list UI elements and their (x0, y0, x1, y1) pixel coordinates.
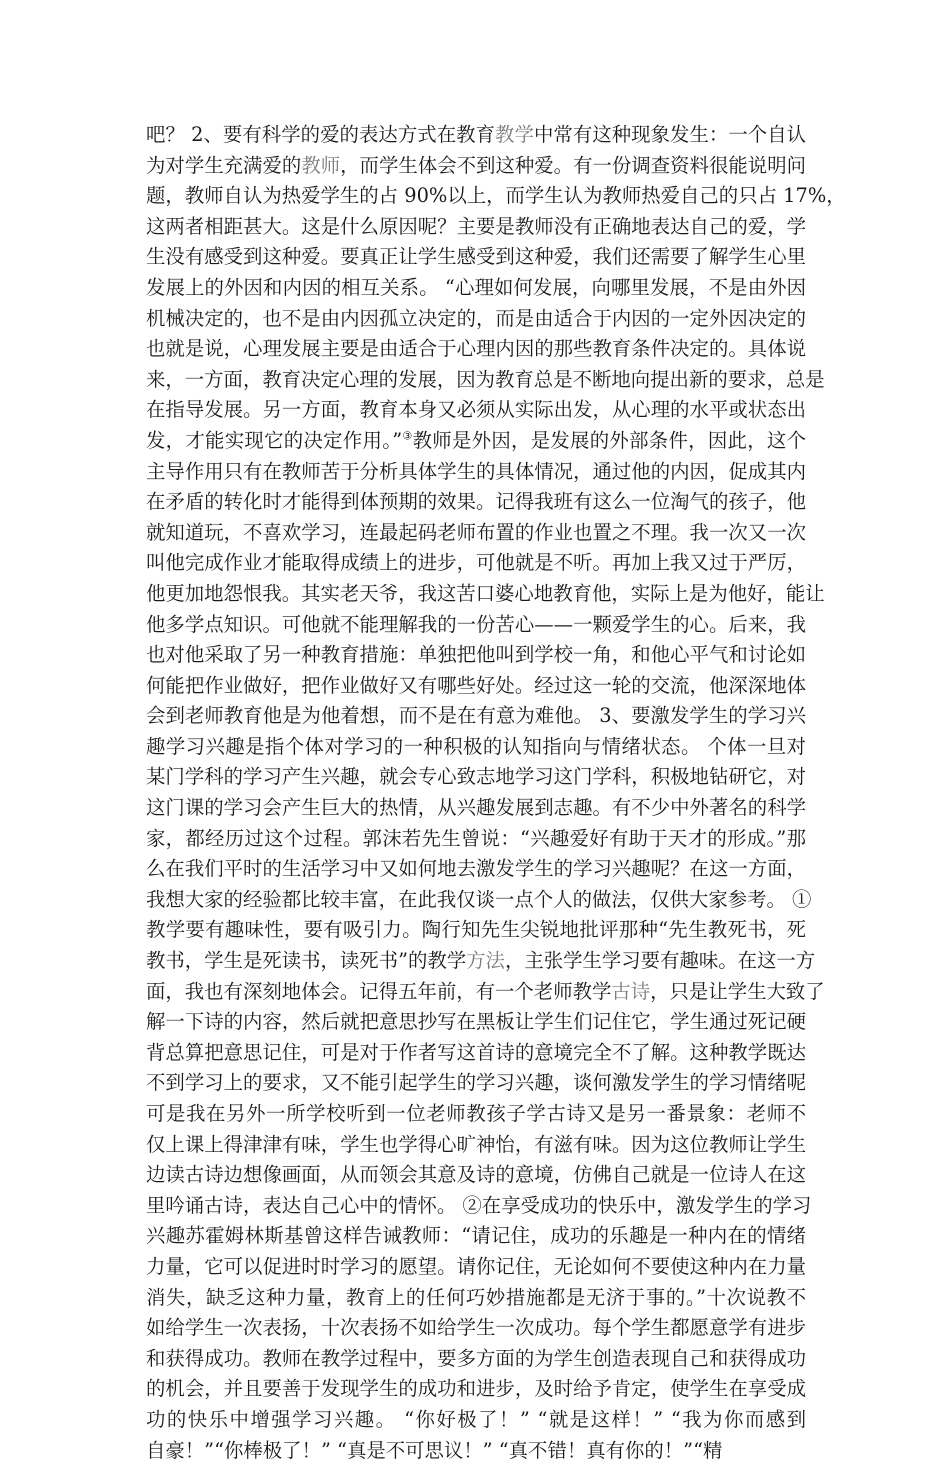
text-run: 教师是外因，是发展的外部条件，因此，这个 (412, 428, 806, 452)
text-line (146, 426, 806, 457)
text-line (146, 1130, 806, 1161)
text-line (146, 1099, 806, 1130)
text-run: 我想大家的经验都比较丰富，在此我仅谈一点个人的做法，仅供大家参考。 ① (146, 887, 812, 911)
text-run: 叫他完成作业才能取得成绩上的进步，可他就是不听。再加上我又过于严厉， (146, 551, 806, 575)
text-line (146, 915, 806, 946)
text-run: 教书，学生是死读书，读死书”的教学 (146, 949, 467, 973)
text-run: 生没有感受到这种爱。要真正让学生感受到这种爱，我们还需要了解学生心里 (146, 245, 806, 269)
text-run: 发展上的外因和内因的相互关系。 “心理如何发展，向哪里发展，不是由外因 (146, 275, 806, 299)
text-run: 家，都经历过这个过程。郭沫若先生曾说：“兴趣爱好有助于天才的形成。”那 (146, 826, 806, 850)
text-run: 在指导发展。另一方面，教育本身又必须从实际出发，从心理的水平或状态出 (146, 398, 806, 422)
text-line (146, 701, 806, 732)
text-line (146, 181, 846, 212)
text-line (146, 762, 806, 793)
text-run: 就知道玩，不喜欢学习，连最起码老师布置的作业也置之不理。我一次又一次 (146, 520, 806, 544)
text-run: 么在我们平时的生活学习中又如何地去激发学生的学习兴趣呢？在这一方面， (146, 857, 806, 881)
text-run: 和获得成功。教师在教学过程中，要多方面的为学生创造表现自己和获得成功 (146, 1346, 806, 1370)
text-run: 机械决定的，也不是由内因孤立决定的，而是由适合于内因的一定外因决定的 (146, 306, 806, 330)
text-run: ，而学生体会不到这种爱。有一份调查资料很能说明问 (340, 153, 807, 177)
text-run: 来，一方面，教育决定心理的发展，因为教育总是不断地向提出新的要求，总是 (146, 367, 825, 391)
text-run: 何能把作业做好，把作业做好又有哪些好处。经过这一轮的交流，他深深地体 (146, 673, 806, 697)
text-line (146, 1221, 806, 1252)
text-line (146, 212, 806, 243)
text-run: ，主张学生学习要有趣味。在这一方 (504, 949, 816, 973)
text-line (146, 946, 816, 977)
text-line (146, 395, 806, 426)
text-line (146, 1068, 806, 1099)
text-line (146, 1436, 806, 1466)
text-run: 发，才能实现它的决定作用。” (146, 428, 403, 452)
text-run: 主导作用只有在教师苦于分析具体学生的具体情况，通过他的内因，促成其内 (146, 459, 806, 483)
text-line (146, 120, 806, 151)
text-line (146, 334, 806, 365)
text-line (146, 885, 812, 916)
text-line (146, 457, 806, 488)
text-run: 解一下诗的内容，然后就把意思抄写在黑板让学生们记住它，学生通过死记硬 (146, 1010, 806, 1034)
text-run: 仅上课上得津津有味，学生也学得心旷神怡，有滋有味。因为这位教师让学生 (146, 1132, 806, 1156)
text-run: 这门课的学习会产生巨大的热情，从兴趣发展到志趣。有不少中外著名的科学 (146, 796, 806, 820)
text-line (146, 365, 825, 396)
text-line (146, 610, 806, 641)
text-run: 如给学生一次表扬，十次表扬不如给学生一次成功。每个学生都愿意学有进步 (146, 1316, 806, 1340)
text-line (146, 1160, 806, 1191)
text-run: 也就是说，心理发展主要是由适合于心理内因的那些教育条件决定的。具体说 (146, 337, 806, 361)
text-line (146, 273, 806, 304)
text-run: 边读古诗边想像画面，从而领会其意及诗的意境，仿佛自己就是一位诗人在这 (146, 1163, 806, 1187)
text-line (146, 1191, 812, 1222)
text-line (146, 1313, 806, 1344)
text-run: 教学要有趣味性，要有吸引力。陶行知先生尖锐地批评那种“先生教死书，死 (146, 918, 806, 942)
text-run: 面，我也有深刻地体会。记得五年前，有一个老师教学 (146, 979, 612, 1003)
text-run: 自豪！”“你棒极了！” “真是不可思议！” “真不错！真有你的！”“精 (146, 1438, 723, 1462)
text-run: 他更加地怨恨我。其实老天爷，我这苦口婆心地教育他，实际上是为他好，能让 (146, 581, 825, 605)
text-run: 功的快乐中增强学习兴趣。 “你好极了！” “就是这样！” “我为你而感到 (146, 1407, 806, 1431)
text-line (146, 304, 806, 335)
text-line (146, 1038, 806, 1069)
text-run: 不到学习上的要求，又不能引起学生的学习兴趣，谈何激发学生的学习情绪呢 (146, 1071, 806, 1095)
text-run: 里吟诵古诗，表达自己心中的情怀。 ②在享受成功的快乐中，激发学生的学习 (146, 1193, 812, 1217)
text-run: ，只是让学生大致了 (650, 979, 825, 1003)
text-run: 中常有这种现象发生：一个自认 (533, 123, 807, 146)
text-run: 会到老师教育他是为他着想，而不是在有意为难他。 3、要激发学生的学习兴 (146, 704, 806, 728)
text-line (146, 1252, 806, 1283)
text-line (146, 793, 806, 824)
text-line (146, 671, 806, 702)
text-run: 某门学科的学习产生兴趣，就会专心致志地学习这门学科，积极地钻研它，对 (146, 765, 806, 789)
text-run: 的机会，并且要善于发现学生的成功和进步，及时给予肯定，使学生在享受成 (146, 1377, 806, 1401)
text-run: 为对学生充满爱的 (146, 153, 302, 177)
text-line (146, 732, 806, 763)
text-line (146, 548, 806, 579)
text-line (146, 242, 806, 273)
footnote-marker: ③ (402, 429, 413, 443)
text-run: 可是我在另外一所学校听到一位老师教孩子学古诗又是另一番景象：老师不 (146, 1102, 806, 1125)
text-line (146, 487, 806, 518)
text-run: 力量，它可以促进时时学习的愿望。请你记住，无论如何不要使这种内在力量 (146, 1254, 806, 1278)
body-text (146, 120, 846, 1466)
text-line (146, 977, 825, 1008)
keyword-link[interactable]: 教师 (301, 153, 341, 177)
text-line (146, 1374, 806, 1405)
text-run: 题，教师自认为热爱学生的占 90%以上，而学生认为教师热爱自己的只占 17%， (146, 184, 846, 208)
text-run: 他多学点知识。可他就不能理解我的一份苦心——一颗爱学生的心。后来，我 (146, 612, 806, 636)
text-line (146, 151, 806, 182)
text-line (146, 518, 806, 549)
text-line (146, 1007, 806, 1038)
text-run: 这两者相距甚大。这是什么原因呢？主要是教师没有正确地表达自己的爱，学 (146, 214, 806, 238)
text-run: 在矛盾的转化时才能得到体预期的效果。记得我班有这么一位淘气的孩子，他 (146, 490, 806, 514)
keyword-link[interactable]: 方法 (466, 949, 505, 973)
text-line (146, 579, 825, 610)
text-run: 背总算把意思记住，可是对于作者写这首诗的意境完全不了解。这种教学既达 (146, 1040, 806, 1064)
text-line (146, 854, 806, 885)
text-line (146, 824, 806, 855)
text-run: 趣学习兴趣是指个体对学习的一种积极的认知指向与情绪状态。 个体一旦对 (146, 734, 806, 758)
text-line (146, 640, 806, 671)
keyword-link[interactable]: 古诗 (611, 979, 651, 1003)
keyword-link[interactable]: 教学 (495, 123, 534, 146)
text-line (146, 1405, 806, 1436)
text-line (146, 1344, 806, 1375)
text-run: 兴趣苏霍姆林斯基曾这样告诫教师：“请记住，成功的乐趣是一种内在的情绪 (146, 1224, 806, 1248)
text-run: 消失，缺乏这种力量，教育上的任何巧妙措施都是无济于事的。”十次说教不 (146, 1285, 806, 1309)
text-run: 吧？ 2、要有科学的爱的表达方式在教育 (146, 123, 496, 146)
text-run: 也对他采取了另一种教育措施：单独把他叫到学校一角，和他心平气和讨论如 (146, 643, 806, 667)
text-line (146, 1283, 806, 1314)
